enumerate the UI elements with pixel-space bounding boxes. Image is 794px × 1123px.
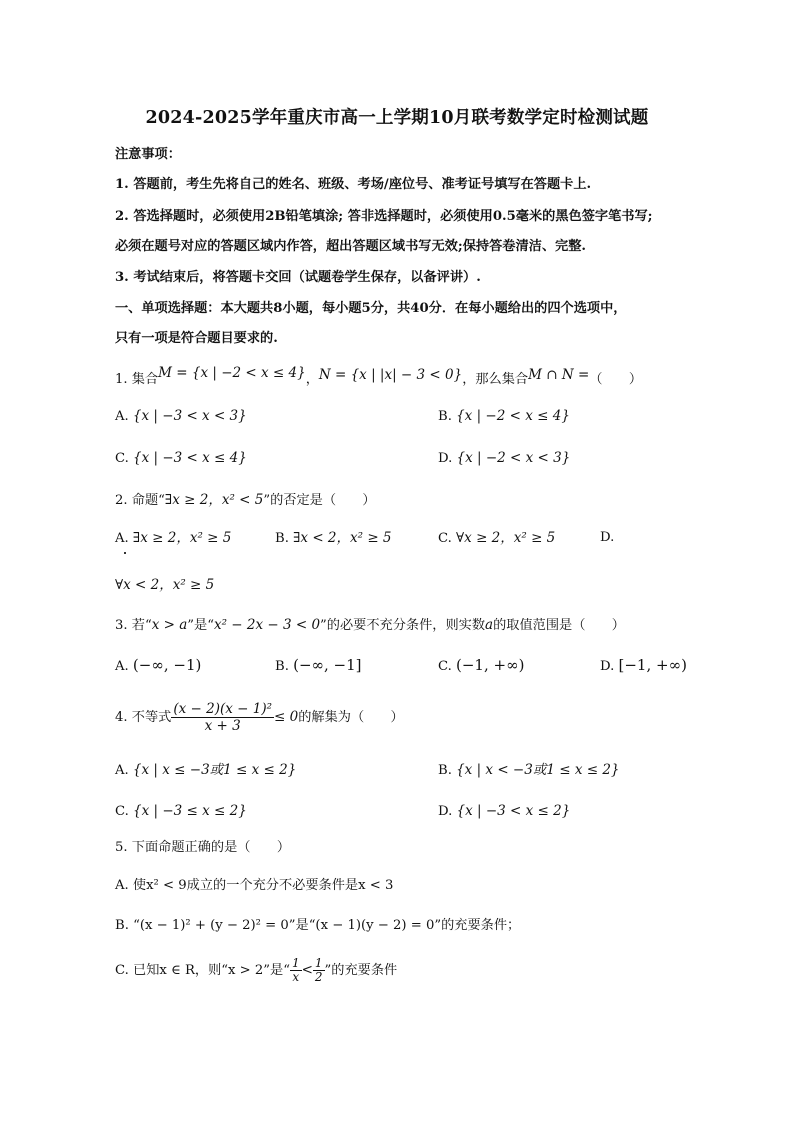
- q1-option-a-text: {x | −3 < x < 3}: [132, 408, 247, 424]
- q3-option-c-text: (−1, +∞): [456, 656, 525, 674]
- q4-option-b-text: {x | x < −3或1 ≤ x ≤ 2}: [456, 762, 620, 778]
- q2-option-c-label: C.: [438, 531, 452, 546]
- q4-option-d[interactable]: [438, 801, 570, 822]
- q1-sep: ，: [305, 372, 319, 387]
- section-1-line-1: 一、单项选择题：本大题共8小题，每小题5分，共40分．在每小题给出的四个选项中，: [115, 301, 627, 316]
- q2-option-c[interactable]: [438, 528, 555, 549]
- q5-option-c[interactable]: [115, 955, 397, 986]
- q4-denominator: x + 3: [204, 718, 241, 734]
- q2-option-c-text: ∀x ≥ 2，x² ≥ 5: [456, 530, 556, 546]
- q1-intersection: M ∩ N =: [528, 367, 590, 383]
- q5-option-c-suffix: ”的充要条件: [324, 963, 398, 978]
- q1-option-c-text: {x | −3 < x ≤ 4}: [133, 450, 247, 466]
- q2-option-d-math: ∀x < 2，x² ≥ 5: [115, 577, 215, 593]
- q1-option-b[interactable]: [438, 406, 570, 427]
- page-title: 2024-2025学年重庆市高一上学期10月联考数学定时检测试题: [145, 108, 649, 128]
- q1-option-a[interactable]: [115, 406, 247, 427]
- q1-option-c[interactable]: [115, 448, 247, 469]
- q2-option-a[interactable]: [115, 528, 231, 549]
- q4-fraction: [171, 701, 274, 734]
- q3-option-c-label: C.: [438, 659, 452, 674]
- q2-option-a-label: A.: [115, 531, 129, 546]
- question-1-stem: [115, 365, 643, 390]
- q1-paren: （ ）: [589, 372, 643, 387]
- q4-option-b-label: B.: [438, 763, 452, 778]
- q5-lt: <: [301, 962, 313, 978]
- q3-option-d-label: D.: [600, 659, 615, 674]
- question-4-stem: [115, 700, 404, 735]
- q4-option-c-text: {x | −3 ≤ x ≤ 2}: [133, 803, 247, 819]
- q2-option-b-text: ∃x < 2，x² ≥ 5: [293, 530, 392, 546]
- question-2-stem: [115, 490, 376, 511]
- q2-option-a-text: ∃x ≥ 2，x² ≥ 5: [132, 530, 232, 546]
- notice-item-3: 3. 考试结束后，将答题卡交回（试题卷学生保存，以备评讲）.: [115, 270, 481, 285]
- q1-option-d[interactable]: [438, 448, 570, 469]
- notice-item-2b: 必须在题号对应的答题区域内作答，超出答题区域书写无效;保持答卷清洁、完整.: [115, 239, 587, 254]
- q2-proposition: ∃x ≥ 2，x² < 5: [164, 492, 264, 508]
- q3-option-b[interactable]: [275, 655, 362, 677]
- q5-frac-1-over-2: [313, 957, 325, 984]
- q2-option-d-text[interactable]: [115, 575, 214, 596]
- section-1-line-2: 只有一项是符合题目要求的.: [115, 331, 278, 346]
- q5-option-a[interactable]: A. 使x² < 9成立的一个充分不必要条件是x < 3: [115, 878, 394, 893]
- q5-frac2-den: 2: [314, 970, 323, 984]
- notice-item-1: 1. 答题前，考生先将自己的姓名、班级、考场/座位号、准考证号填写在答题卡上.: [115, 177, 592, 192]
- q3-option-c[interactable]: [438, 655, 524, 677]
- q3-option-b-label: B.: [275, 659, 289, 674]
- q1-option-d-label: D.: [438, 451, 453, 466]
- q5-frac-1-over-x: [290, 957, 302, 984]
- q3-option-d[interactable]: [600, 655, 687, 677]
- q4-option-d-label: D.: [438, 804, 453, 819]
- notice-heading: 注意事项：: [115, 147, 181, 162]
- q3-option-a[interactable]: [115, 655, 201, 677]
- q1-option-b-label: B.: [438, 409, 452, 424]
- q1-set-n: N = {x | |x| − 3 < 0}: [318, 367, 463, 383]
- q3-option-a-text: (−∞, −1): [132, 656, 202, 674]
- q4-option-b[interactable]: [438, 760, 620, 781]
- q5-frac1-den: x: [292, 970, 300, 984]
- q4-option-d-text: {x | −3 < x ≤ 2}: [456, 803, 571, 819]
- q5-frac2-num: 1: [314, 956, 323, 970]
- q3-cond1: x > a: [151, 617, 188, 633]
- q1-option-d-text: {x | −2 < x < 3}: [456, 450, 571, 466]
- q4-option-a-label: A.: [115, 763, 129, 778]
- q5-frac1-num: 1: [291, 956, 300, 970]
- q1-prefix: 1. 集合: [115, 372, 159, 387]
- q3-prefix: 3. 若“: [115, 618, 152, 633]
- q3-mid: ”是“: [187, 618, 214, 633]
- q3-tail: 的取值范围是（ ）: [493, 618, 625, 633]
- q4-option-c-label: C.: [115, 804, 129, 819]
- q3-var: a: [485, 617, 494, 633]
- q1-option-c-label: C.: [115, 451, 129, 466]
- q1-option-b-text: {x | −2 < x ≤ 4}: [456, 408, 570, 424]
- q3-option-d-text: [−1, +∞): [618, 656, 687, 674]
- q4-option-c[interactable]: [115, 801, 247, 822]
- q3-cond2: x² − 2x − 3 < 0: [213, 617, 321, 633]
- q2-option-b[interactable]: [275, 528, 392, 549]
- q4-suffix: 的解集为（ ）: [298, 710, 404, 725]
- q4-option-a[interactable]: [115, 760, 296, 781]
- q1-mid: ，那么集合: [462, 372, 529, 387]
- q4-prefix: 4. 不等式: [115, 710, 172, 725]
- notice-item-2a: 2. 答选择题时，必须使用2B铅笔填涂; 答非选择题时，必须使用0.5毫米的黑色签字笔书写;: [115, 209, 653, 224]
- q4-numerator: (x − 2)(x − 1)²: [173, 701, 273, 717]
- q2-option-b-label: B.: [275, 531, 289, 546]
- q3-option-a-label: A.: [115, 659, 129, 674]
- q2-prefix: 2. 命题“: [115, 493, 165, 508]
- q3-option-b-text: (−∞, −1]: [293, 656, 362, 674]
- q3-suffix: ”的必要不充分条件，则实数: [320, 618, 486, 633]
- question-3-stem: [115, 615, 625, 636]
- stray-dot: [124, 552, 126, 554]
- q2-suffix: ”的否定是（ ）: [263, 493, 376, 508]
- q2-option-d-label[interactable]: D.: [600, 530, 615, 545]
- q1-set-m: M = {x | −2 < x ≤ 4}: [158, 365, 306, 381]
- q4-option-a-text: {x | x ≤ −3或1 ≤ x ≤ 2}: [132, 762, 297, 778]
- q5-option-c-prefix: C. 已知x ∈ R，则“x > 2”是“: [115, 963, 290, 978]
- q5-option-b[interactable]: B. “(x − 1)² + (y − 2)² = 0”是“(x − 1)(y − 2) = 0”的充要条件；: [115, 918, 521, 933]
- q4-relation: ≤ 0: [274, 709, 299, 725]
- q1-option-a-label: A.: [115, 409, 129, 424]
- question-5-stem: 5. 下面命题正确的是（ ）: [115, 840, 291, 855]
